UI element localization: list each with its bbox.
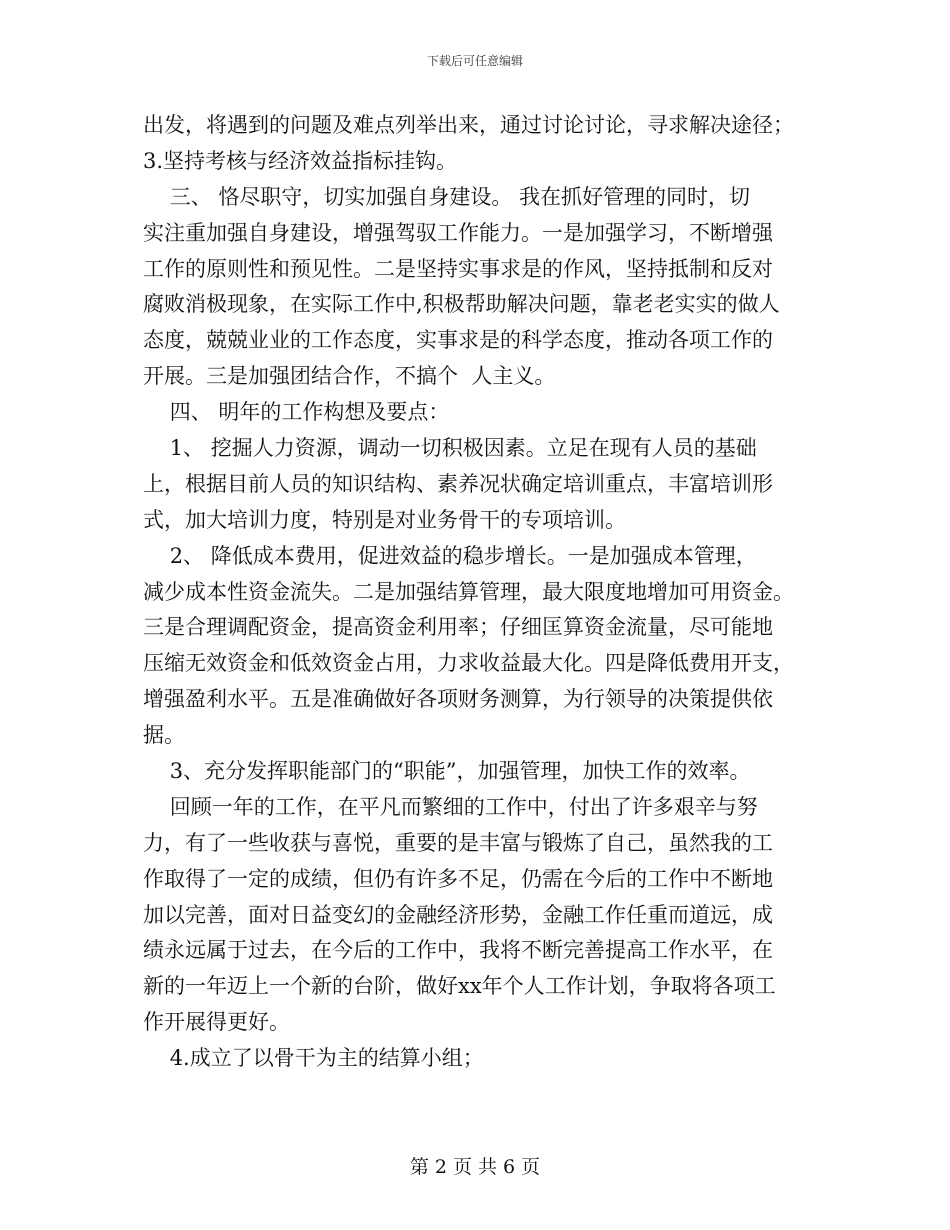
text-line: 作开展得更好。 [143,1010,290,1035]
text-line: 力，有了一些收获与喜悦，重要的是丰富与锻炼了自己，虽然我的工 [143,830,773,855]
text-line: 上，根据目前人员的知识结构、素养况状确定培训重点，丰富培训形 [143,471,773,496]
text-line: 态度，兢兢业业的工作态度，实事求是的科学态度，推动各项工作的 [143,328,773,353]
document-body [143,108,808,1077]
text-line: 作取得了一定的成绩，但仍有许多不足，仍需在今后的工作中不断地 [143,866,773,891]
text-line: 回顾一年的工作，在平凡而繁细的工作中，付出了许多艰辛与努 [143,794,758,819]
text-line: 绩永远属于过去，在今后的工作中，我将不断完善提高工作水平，在 [143,938,773,963]
page-header: 下载后可任意编辑 [426,54,523,68]
text-line: 腐败消极现象，在实际工作中,积极帮助解决问题，靠老老实实的做人 [143,292,780,317]
text-line: 新的一年迈上一个新的台阶，做好xx年个人工作计划，争取将各项工 [143,974,776,999]
text-line: 实注重加强自身建设，增强驾驭工作能力。一是加强学习，不断增强 [143,220,773,245]
section-heading: 四、 明年的工作构想及要点： [143,400,450,425]
text-line: 减少成本性资金流失。二是加强结算管理，最大限度地增加可用资金。 [143,579,794,604]
text-line: 开展。三是加强团结合作，不搞个 人主义。 [143,364,556,389]
text-line: 工作的原则性和预见性。二是坚持实事求是的作风，坚持抵制和反对 [143,256,773,281]
text-line: 压缩无效资金和低效资金占用，力求收益最大化。四是降低费用开支， [143,651,794,676]
text-line: 1、 挖掘人力资源，调动一切积极因素。立足在现有人员的基础 [143,436,757,461]
text-line: 增强盈利水平。五是准确做好各项财务测算，为行领导的决策提供依 [143,687,773,712]
text-line: 出发，将遇到的问题及难点列举出来，通过讨论讨论，寻求解决途径； [143,113,794,137]
text-line: 式，加大培训力度，特别是对业务骨干的专项培训。 [143,507,626,532]
text-line: 2、 降低成本费用，促进效益的稳步增长。一是加强成本管理， [143,543,757,568]
text-line: 3、充分发挥职能部门的“职能”，加强管理，加快工作的效率。 [143,759,751,784]
text-line: 4.成立了以骨干为主的结算小组； [143,1046,484,1071]
page-footer: 第 2 页 共 6 页 [409,1156,541,1178]
text-line: 三、 恪尽职守，切实加强自身建设。 我在抓好管理的同时，切 [143,184,751,209]
text-line: 据。 [143,723,185,748]
text-line: 三是合理调配资金，提高资金利用率；仔细匡算资金流量，尽可能地 [143,615,773,640]
text-line: 加以完善，面对日益变幻的金融经济形势，金融工作任重而道远，成 [143,902,773,927]
text-line: 3.坚持考核与经济效益指标挂钩。 [143,148,458,173]
